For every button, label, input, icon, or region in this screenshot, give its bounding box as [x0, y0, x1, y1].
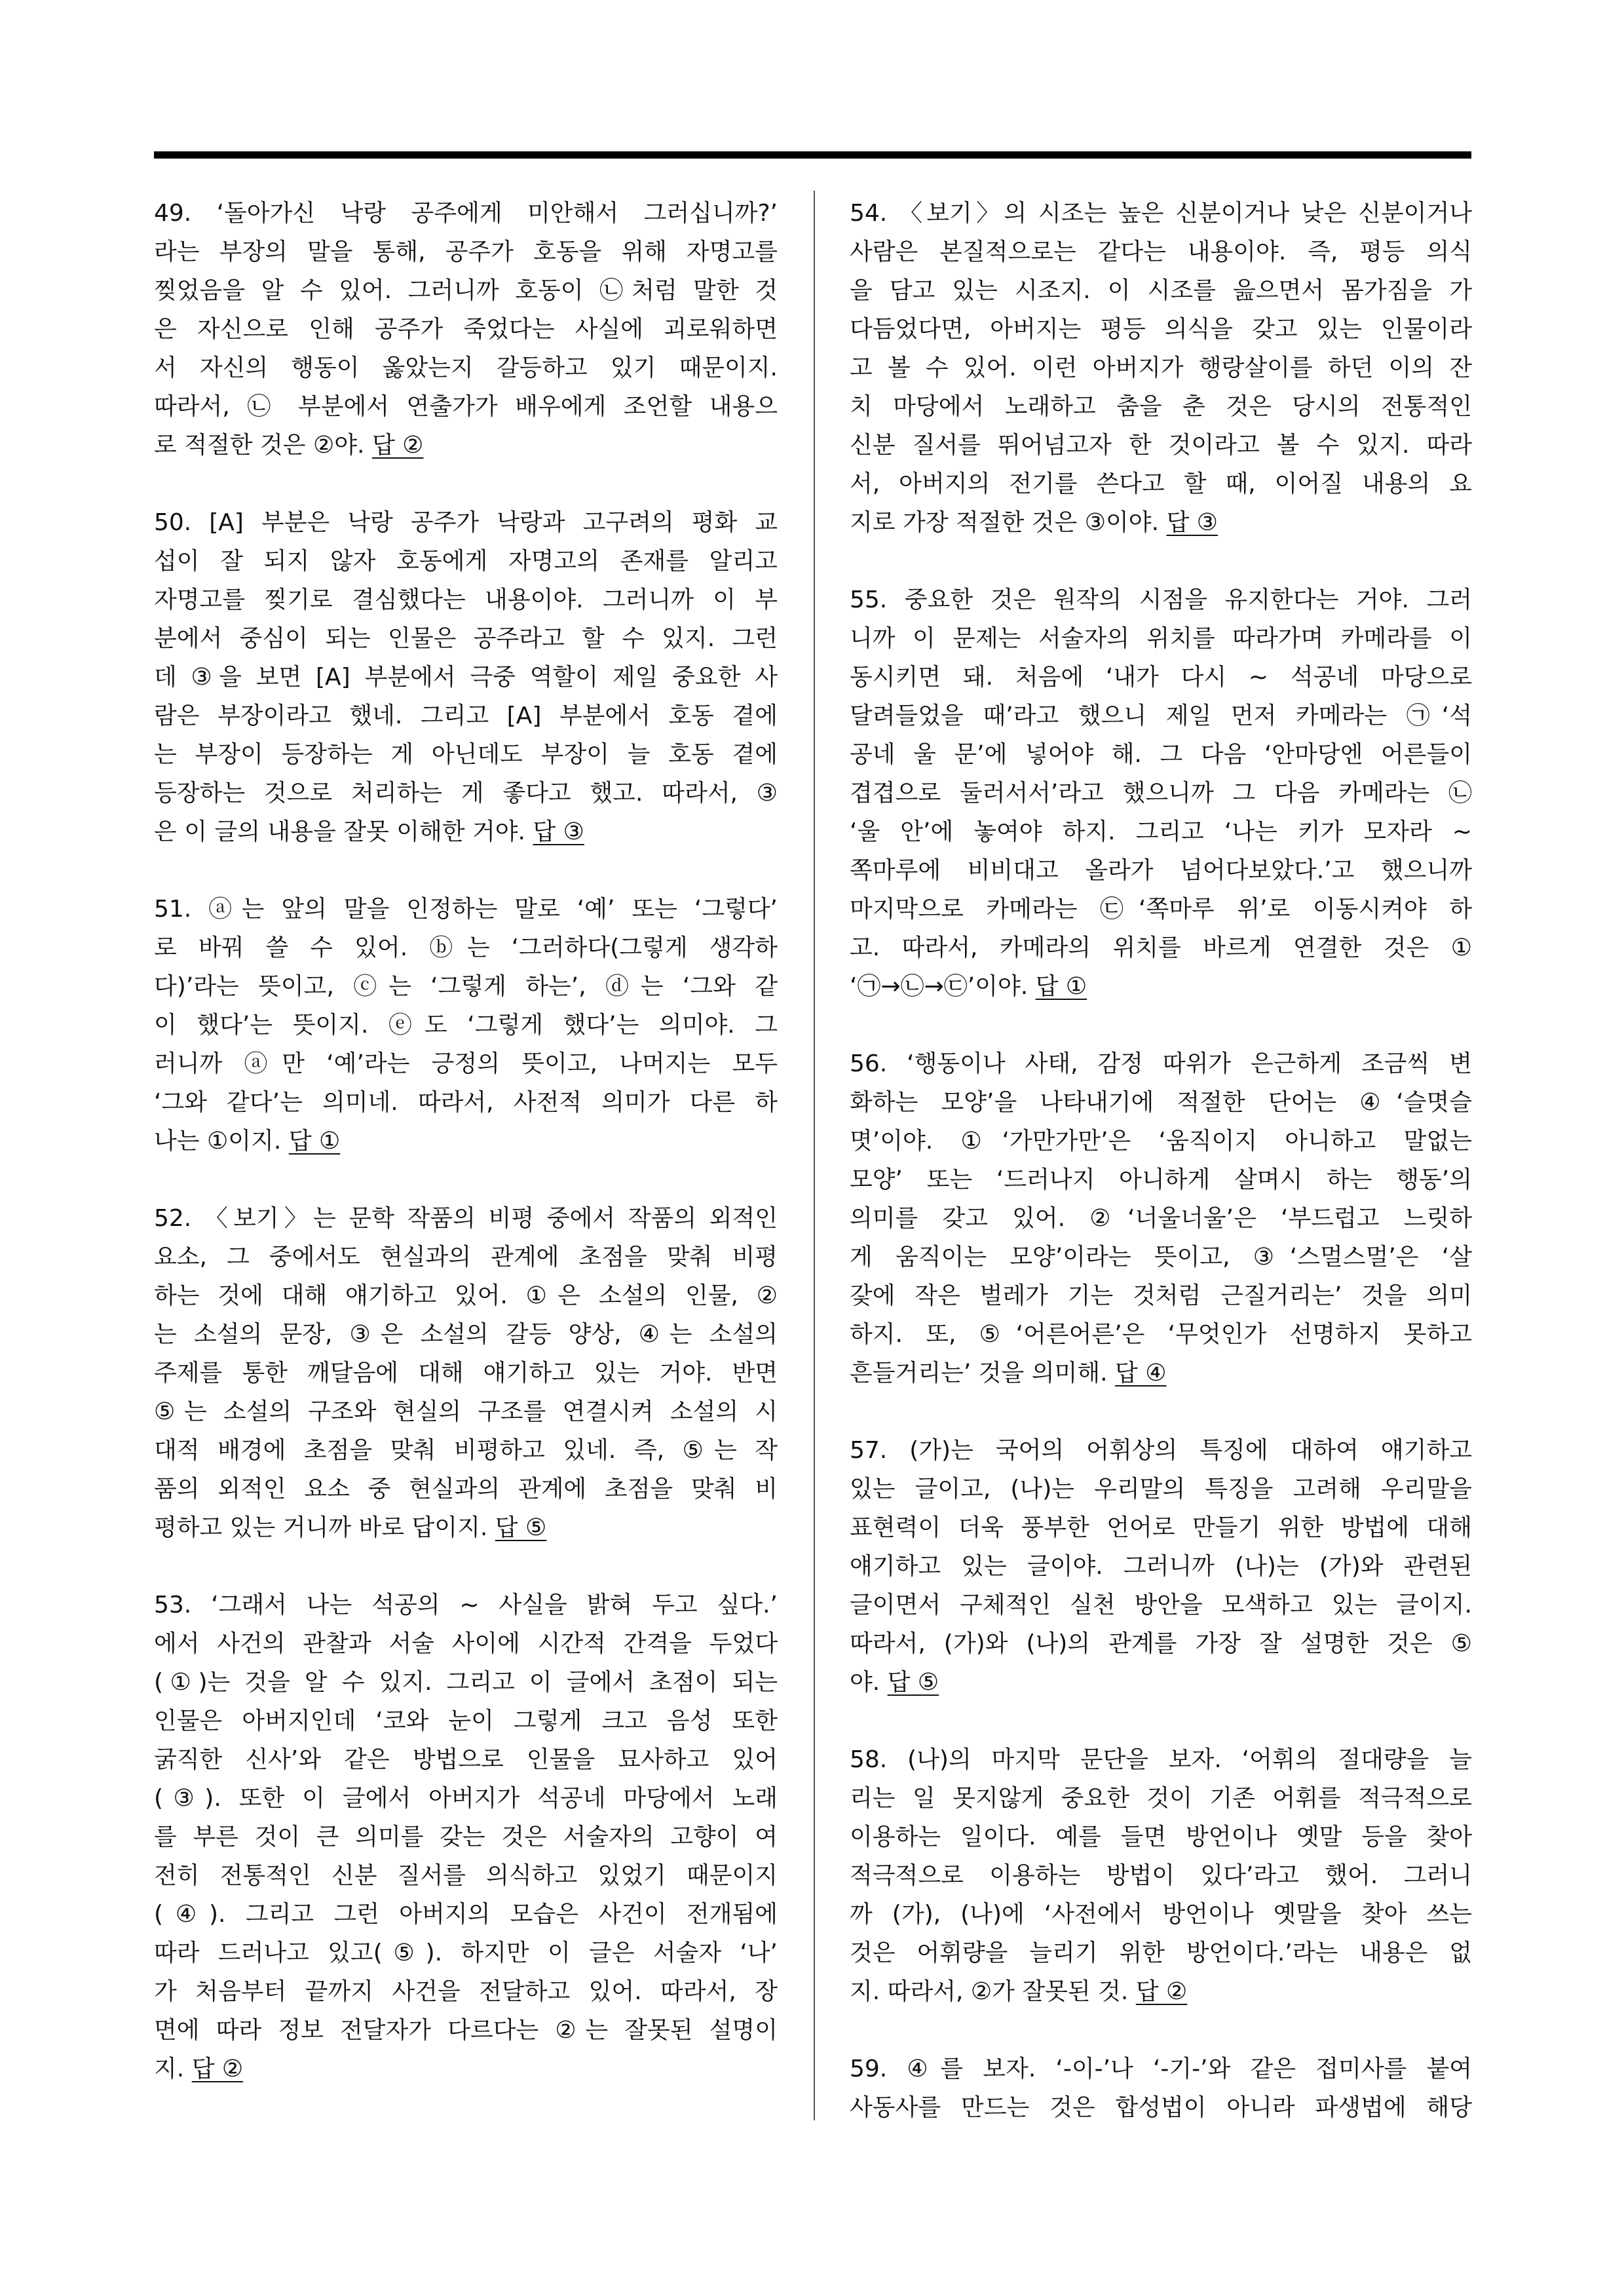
explanation-50 [154, 503, 778, 851]
text-line: 마지막으로 카메라는 ㉢‘쪽마루 위’로 이동시켜야 하 [850, 896, 1472, 923]
text-line: ‘그와 같다’는 의미네. 따라서, 사전적 의미가 다른 하 [154, 1089, 778, 1116]
text-line: 데 ③을 보면 [A] 부분에서 극중 역할이 제일 중요한 사 [154, 664, 778, 691]
explanation-54 [850, 194, 1472, 542]
text-line: 는 소설의 문장, ③은 소설의 갈등 양상, ④는 소설의 [154, 1321, 778, 1348]
text-line [154, 426, 778, 465]
answer-label: 답 ② [1135, 1978, 1188, 2005]
text-line: 모양’ 또는 ‘드러나지 아니하게 살며시 하는 행동’의 [850, 1166, 1472, 1193]
text-line: 달려들었을 때’라고 했으니 제일 먼저 카메라는 ㉠‘석 [850, 702, 1472, 729]
text-line: 공네 울 문’에 넣어야 해. 그 다음 ‘안마당엔 어른들이 [850, 741, 1472, 768]
text-line: 59. ④를 보자. ‘-이-’나 ‘-기-’와 같은 접미사를 붙여 [850, 2056, 1472, 2082]
text-line: 까 (가), (나)에 ‘사전에서 방언이나 옛말을 찾아 쓰는 [850, 1901, 1472, 1928]
answer-label: 답 ② [371, 432, 424, 459]
text-line: ⑤는 소설의 구조와 현실의 구조를 연결시켜 소설의 시 [154, 1398, 778, 1425]
text-line: 을 담고 있는 시조지. 이 시조를 읊으면서 몸가짐을 가 [850, 277, 1472, 304]
text-line: 람은 부장이라고 했네. 그리고 [A] 부분에서 호동 곁에 [154, 702, 778, 729]
text-line: 쪽마루에 비비대고 올라가 넘어다보았다.’고 했으니까 [850, 857, 1472, 884]
explanation-52 [154, 1199, 778, 1547]
explanation-55 [850, 581, 1472, 1006]
text-line: 사람은 본질적으로는 같다는 내용이야. 즉, 평등 의식 [850, 239, 1472, 265]
text-line: 러니까 ⓐ만 ‘예’라는 긍정의 뜻이고, 나머지는 모두 [154, 1050, 778, 1077]
text-line: 겹겹으로 둘러서서’라고 했으니까 그 다음 카메라는 ㉡ [850, 780, 1472, 807]
text-line: 찢었음을 알 수 있어. 그러니까 호동이 ㉡처럼 말한 것 [154, 277, 778, 304]
text-line: 에서 사건의 관찰과 서술 사이에 시간적 간격을 두었다 [154, 1630, 778, 1657]
text-line: 몃’이야. ①‘가만가만’은 ‘움직이지 아니하고 말없는 [850, 1128, 1472, 1155]
text-line: 것은 어휘량을 늘리기 위한 방언이다.’라는 내용은 없 [850, 1940, 1472, 1966]
text-line: 게 움직이는 모양’이라는 뜻이고, ③‘스멀스멀’은 ‘살 [850, 1244, 1472, 1271]
text-line: 동시키면 돼. 처음에 ‘내가 다시 ~ 석공네 마당으로 [850, 664, 1472, 691]
text-line [154, 1508, 778, 1547]
text-line: 57. (가)는 국어의 어휘상의 특징에 대하여 얘기하고 [850, 1437, 1472, 1464]
text-line: 다듬었다면, 아버지는 평등 의식을 갖고 있는 인물이라 [850, 316, 1472, 343]
text-line: 52. 〈보기〉는 문학 작품의 비평 중에서 작품의 외적인 [154, 1205, 778, 1232]
text-line: 이 했다’는 뜻이지. ⓔ도 ‘그렇게 했다’는 의미야. 그 [154, 1012, 778, 1039]
answer-label: 답 ① [1035, 973, 1087, 1000]
answer-label: 답 ③ [1166, 509, 1218, 536]
text-line [850, 967, 1472, 1006]
text-line: 글이면서 구체적인 실천 방안을 모색하고 있는 글이지. [850, 1592, 1472, 1618]
answer-label: 답 ④ [1115, 1360, 1167, 1387]
text-line [154, 813, 778, 851]
text-line: (③). 또한 이 글에서 아버지가 석공네 마당에서 노래 [154, 1785, 778, 1812]
text-line: 사동사를 만드는 것은 합성법이 아니라 파생법에 해당 [850, 2094, 1472, 2121]
text-line: 표현력이 더욱 풍부한 언어로 만들기 위한 방법에 대해 [850, 1514, 1472, 1541]
text-line: 다)’라는 뜻이고, ⓒ는 ‘그렇게 하는’, ⓓ는 ‘그와 같 [154, 973, 778, 1000]
text-line: 분에서 중심이 되는 인물은 공주라고 할 수 있지. 그런 [154, 625, 778, 652]
text-line: 적극적으로 이용하는 방법이 있다’라고 했어. 그러니 [850, 1862, 1472, 1889]
column-divider [814, 191, 815, 2120]
text-line: 주제를 통한 깨달음에 대해 얘기하고 있는 거야. 반면 [154, 1360, 778, 1387]
text-line-end: 지. 따라서, ②가 잘못된 것. [850, 1978, 1129, 2005]
text-line: 56. ‘행동이나 사태, 감정 따위가 은근하게 조금씩 변 [850, 1050, 1472, 1077]
text-line-end: 지로 가장 적절한 것은 ③이야. [850, 509, 1160, 536]
text-line-end: ‘㉠→㉡→㉢’이야. [850, 973, 1029, 1000]
text-line-end: 로 적절한 것은 ②야. [154, 432, 365, 459]
text-line: 치 마당에서 노래하고 춤을 춘 것은 당시의 전통적인 [850, 393, 1472, 420]
text-line [850, 503, 1472, 542]
text-line: 은 자신으로 인해 공주가 죽었다는 사실에 괴로워하면 [154, 316, 778, 343]
text-line: 전히 전통적인 신분 질서를 의식하고 있었기 때문이지 [154, 1862, 778, 1889]
text-line: 고 볼 수 있어. 이런 아버지가 행랑살이를 하던 이의 잔 [850, 354, 1472, 381]
text-line: 자명고를 찢기로 결심했다는 내용이야. 그러니까 이 부 [154, 586, 778, 613]
text-line: 얘기하고 있는 글이야. 그러니까 (나)는 (가)와 관련된 [850, 1553, 1472, 1580]
text-line: ‘울 안’에 놓여야 하지. 그리고 ‘나는 키가 모자라 ~ [850, 818, 1472, 845]
text-line [154, 2050, 778, 2088]
text-line: 신분 질서를 뛰어넘고자 한 것이라고 볼 수 있지. 따라 [850, 432, 1472, 459]
text-line: 인물은 아버지인데 ‘코와 눈이 그렇게 크고 음성 또한 [154, 1708, 778, 1734]
explanation-56 [850, 1044, 1472, 1392]
text-line: 하는 것에 대해 얘기하고 있어. ①은 소설의 인물, ② [154, 1282, 778, 1309]
text-line-end: 지. [154, 2056, 185, 2082]
text-line: 라는 부장의 말을 통해, 공주가 호동을 위해 자명고를 [154, 239, 778, 265]
text-line: 55. 중요한 것은 원작의 시점을 유지한다는 거야. 그러 [850, 586, 1472, 613]
text-line: 51. ⓐ는 앞의 말을 인정하는 말로 ‘예’ 또는 ‘그렇다’ [154, 896, 778, 923]
header-rule [154, 151, 1471, 159]
text-line: 가 처음부터 끝까지 사건을 전달하고 있어. 따라서, 장 [154, 1978, 778, 2005]
text-line: 대적 배경에 초점을 맞춰 비평하고 있네. 즉, ⑤는 작 [154, 1437, 778, 1464]
text-line: 있는 글이고, (나)는 우리말의 특징을 고려해 우리말을 [850, 1476, 1472, 1502]
text-line: 면에 따라 정보 전달자가 다르다는 ②는 잘못된 설명이 [154, 2017, 778, 2044]
text-line: 는 부장이 등장하는 게 아닌데도 부장이 늘 호동 곁에 [154, 741, 778, 768]
text-line: 서, 아버지의 전기를 쓴다고 할 때, 이어질 내용의 요 [850, 470, 1472, 497]
text-line [850, 1354, 1472, 1392]
text-line-end: 나는 ①이지. [154, 1128, 282, 1155]
left-column [154, 194, 778, 2127]
text-line: 요소, 그 중에서도 현실과의 관계에 초점을 맞춰 비평 [154, 1244, 778, 1271]
answer-label: 답 ⑤ [495, 1514, 547, 1541]
explanation-57 [850, 1431, 1472, 1702]
answer-label: 답 ① [288, 1128, 341, 1155]
text-line: 49. ‘돌아가신 낙랑 공주에게 미안해서 그러십니까?’ [154, 200, 778, 227]
explanation-51 [154, 890, 778, 1160]
explanation-59 [850, 2050, 1472, 2127]
text-line: 섭이 잘 되지 않자 호동에게 자명고의 존재를 알리고 [154, 548, 778, 575]
text-line-end: 은 이 글의 내용을 잘못 이해한 거야. [154, 818, 525, 845]
answer-label: 답 ⑤ [887, 1669, 939, 1696]
text-line-end: 평하고 있는 거니까 바로 답이지. [154, 1514, 488, 1541]
text-line [850, 1663, 1472, 1702]
text-line: 이용하는 일이다. 예를 들면 방언이나 옛말 등을 찾아 [850, 1824, 1472, 1850]
text-line: 등장하는 것으로 처리하는 게 좋다고 했고. 따라서, ③ [154, 780, 778, 807]
text-line [850, 1972, 1472, 2011]
explanation-49 [154, 194, 778, 465]
text-line: 품의 외적인 요소 중 현실과의 관계에 초점을 맞춰 비 [154, 1476, 778, 1502]
text-line: 따라서, ㉡ 부분에서 연출가가 배우에게 조언할 내용으 [154, 393, 778, 420]
explanation-53 [154, 1586, 778, 2088]
text-line: (①)는 것을 알 수 있지. 그리고 이 글에서 초점이 되는 [154, 1669, 778, 1696]
text-line: 갗에 작은 벌레가 기는 것처럼 근질거리는’ 것을 의미 [850, 1282, 1472, 1309]
text-line: 따라서, (가)와 (나)의 관계를 가장 잘 설명한 것은 ⑤ [850, 1630, 1472, 1657]
text-line: 굵직한 신사’와 같은 방법으로 인물을 묘사하고 있어 [154, 1746, 778, 1773]
answer-label: 답 ③ [533, 818, 584, 845]
text-line: 50. [A] 부분은 낙랑 공주가 낙랑과 고구려의 평화 교 [154, 509, 778, 536]
text-line: 서 자신의 행동이 옳았는지 갈등하고 있기 때문이지. [154, 354, 778, 381]
text-line: 로 바꿔 쓸 수 있어. ⓑ는 ‘그러하다(그렇게 생각하 [154, 934, 778, 961]
text-line-end: 흔들거리는’ 것을 의미해. [850, 1360, 1108, 1387]
right-column [850, 194, 1472, 2166]
text-line: 고. 따라서, 카메라의 위치를 바르게 연결한 것은 ① [850, 934, 1472, 961]
text-line: 54. 〈보기〉의 시조는 높은 신분이거나 낮은 신분이거나 [850, 200, 1472, 227]
text-line: 하지. 또, ⑤‘어른어른’은 ‘무엇인가 선명하지 못하고 [850, 1321, 1472, 1348]
text-line: (④). 그리고 그런 아버지의 모습은 사건이 전개됨에 [154, 1901, 778, 1928]
text-line: 화하는 모양’을 나타내기에 적절한 단어는 ④‘슬몃슬 [850, 1089, 1472, 1116]
text-line: 따라 드러나고 있고(⑤). 하지만 이 글은 서술자 ‘나’ [154, 1940, 778, 1966]
text-line: 의미를 갖고 있어. ②‘너울너울’은 ‘부드럽고 느릿하 [850, 1205, 1472, 1232]
text-line: 리는 일 못지않게 중요한 것이 기존 어휘를 적극적으로 [850, 1785, 1472, 1812]
text-line: 53. ‘그래서 나는 석공의 ~ 사실을 밝혀 두고 싶다.’ [154, 1592, 778, 1618]
text-line: 니까 이 문제는 서술자의 위치를 따라가며 카메라를 이 [850, 625, 1472, 652]
text-line: 를 부른 것이 큰 의미를 갖는 것은 서술자의 고향이 여 [154, 1824, 778, 1850]
text-line [154, 1122, 778, 1160]
text-line: 58. (나)의 마지막 문단을 보자. ‘어휘의 절대량을 늘 [850, 1746, 1472, 1773]
text-line-end: 야. [850, 1669, 880, 1696]
explanation-58 [850, 1740, 1472, 2011]
answer-label: 답 ② [191, 2056, 244, 2082]
